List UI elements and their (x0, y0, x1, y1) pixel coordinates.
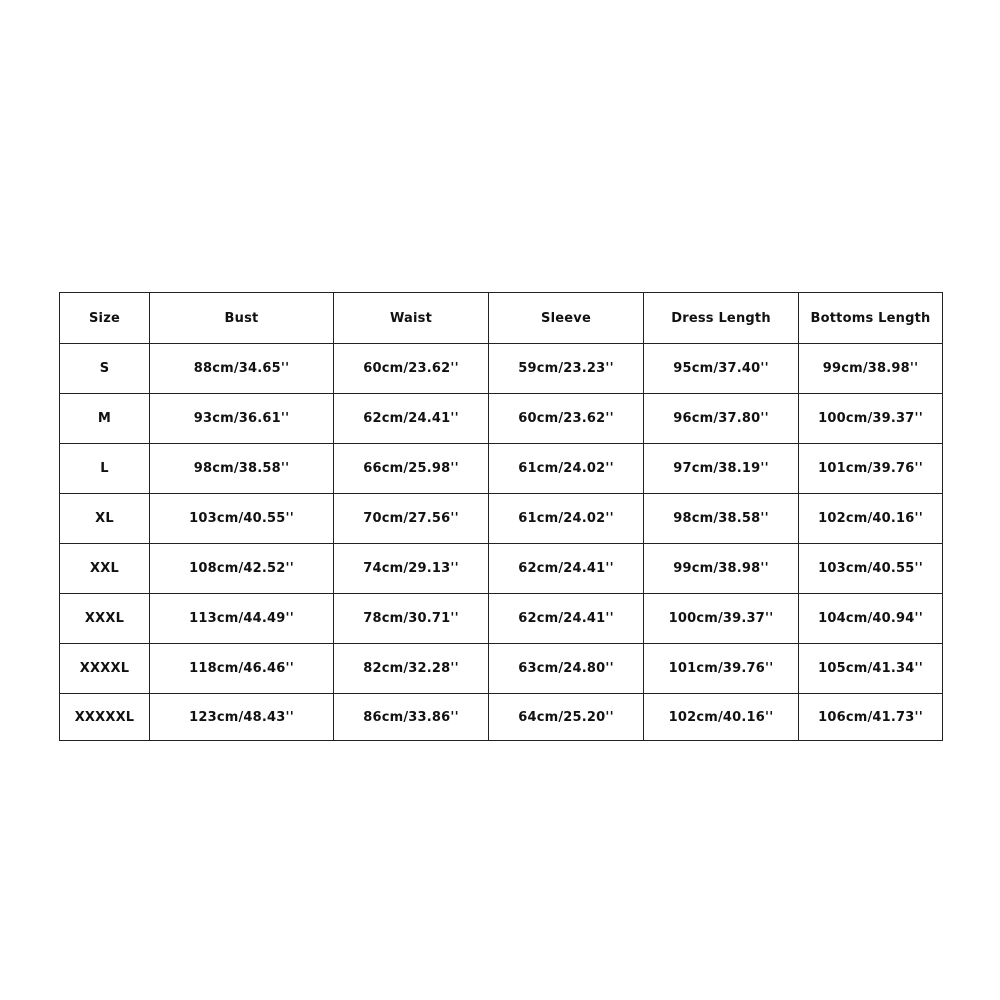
header-bottoms-length: Bottoms Length (799, 293, 943, 344)
cell-sleeve: 64cm/25.20'' (489, 694, 644, 741)
header-sleeve: Sleeve (489, 293, 644, 344)
cell-waist: 60cm/23.62'' (334, 344, 489, 394)
cell-sleeve: 61cm/24.02'' (489, 494, 644, 544)
cell-bottoms-length: 99cm/38.98'' (799, 344, 943, 394)
cell-dress-length: 101cm/39.76'' (644, 644, 799, 694)
cell-dress-length: 100cm/39.37'' (644, 594, 799, 644)
cell-waist: 66cm/25.98'' (334, 444, 489, 494)
cell-bust: 103cm/40.55'' (150, 494, 334, 544)
table-row (60, 344, 943, 394)
table-row (60, 594, 943, 644)
cell-waist: 70cm/27.56'' (334, 494, 489, 544)
header-waist: Waist (334, 293, 489, 344)
cell-size: M (60, 394, 150, 444)
size-chart-table (59, 292, 943, 741)
table-row (60, 694, 943, 741)
cell-size: L (60, 444, 150, 494)
cell-bust: 98cm/38.58'' (150, 444, 334, 494)
cell-sleeve: 62cm/24.41'' (489, 544, 644, 594)
header-bust: Bust (150, 293, 334, 344)
cell-bust: 108cm/42.52'' (150, 544, 334, 594)
cell-waist: 82cm/32.28'' (334, 644, 489, 694)
cell-bust: 118cm/46.46'' (150, 644, 334, 694)
cell-waist: 62cm/24.41'' (334, 394, 489, 444)
table-header-row (60, 293, 943, 344)
cell-dress-length: 98cm/38.58'' (644, 494, 799, 544)
cell-bottoms-length: 102cm/40.16'' (799, 494, 943, 544)
table-row (60, 394, 943, 444)
table-row (60, 544, 943, 594)
header-size: Size (60, 293, 150, 344)
cell-dress-length: 96cm/37.80'' (644, 394, 799, 444)
table-row (60, 644, 943, 694)
cell-dress-length: 99cm/38.98'' (644, 544, 799, 594)
cell-size: XXL (60, 544, 150, 594)
cell-waist: 86cm/33.86'' (334, 694, 489, 741)
cell-size: XXXXXL (60, 694, 150, 741)
cell-size: S (60, 344, 150, 394)
cell-bust: 113cm/44.49'' (150, 594, 334, 644)
cell-bust: 123cm/48.43'' (150, 694, 334, 741)
cell-sleeve: 63cm/24.80'' (489, 644, 644, 694)
cell-size: XXXXL (60, 644, 150, 694)
cell-bottoms-length: 104cm/40.94'' (799, 594, 943, 644)
cell-size: XXXL (60, 594, 150, 644)
cell-sleeve: 59cm/23.23'' (489, 344, 644, 394)
cell-size: XL (60, 494, 150, 544)
cell-bottoms-length: 106cm/41.73'' (799, 694, 943, 741)
cell-bottoms-length: 101cm/39.76'' (799, 444, 943, 494)
cell-sleeve: 61cm/24.02'' (489, 444, 644, 494)
cell-bust: 93cm/36.61'' (150, 394, 334, 444)
cell-dress-length: 95cm/37.40'' (644, 344, 799, 394)
table-row (60, 494, 943, 544)
header-dress-length: Dress Length (644, 293, 799, 344)
cell-bust: 88cm/34.65'' (150, 344, 334, 394)
cell-sleeve: 62cm/24.41'' (489, 594, 644, 644)
cell-waist: 78cm/30.71'' (334, 594, 489, 644)
cell-dress-length: 97cm/38.19'' (644, 444, 799, 494)
cell-waist: 74cm/29.13'' (334, 544, 489, 594)
cell-bottoms-length: 105cm/41.34'' (799, 644, 943, 694)
cell-bottoms-length: 103cm/40.55'' (799, 544, 943, 594)
cell-sleeve: 60cm/23.62'' (489, 394, 644, 444)
table-row (60, 444, 943, 494)
cell-dress-length: 102cm/40.16'' (644, 694, 799, 741)
cell-bottoms-length: 100cm/39.37'' (799, 394, 943, 444)
